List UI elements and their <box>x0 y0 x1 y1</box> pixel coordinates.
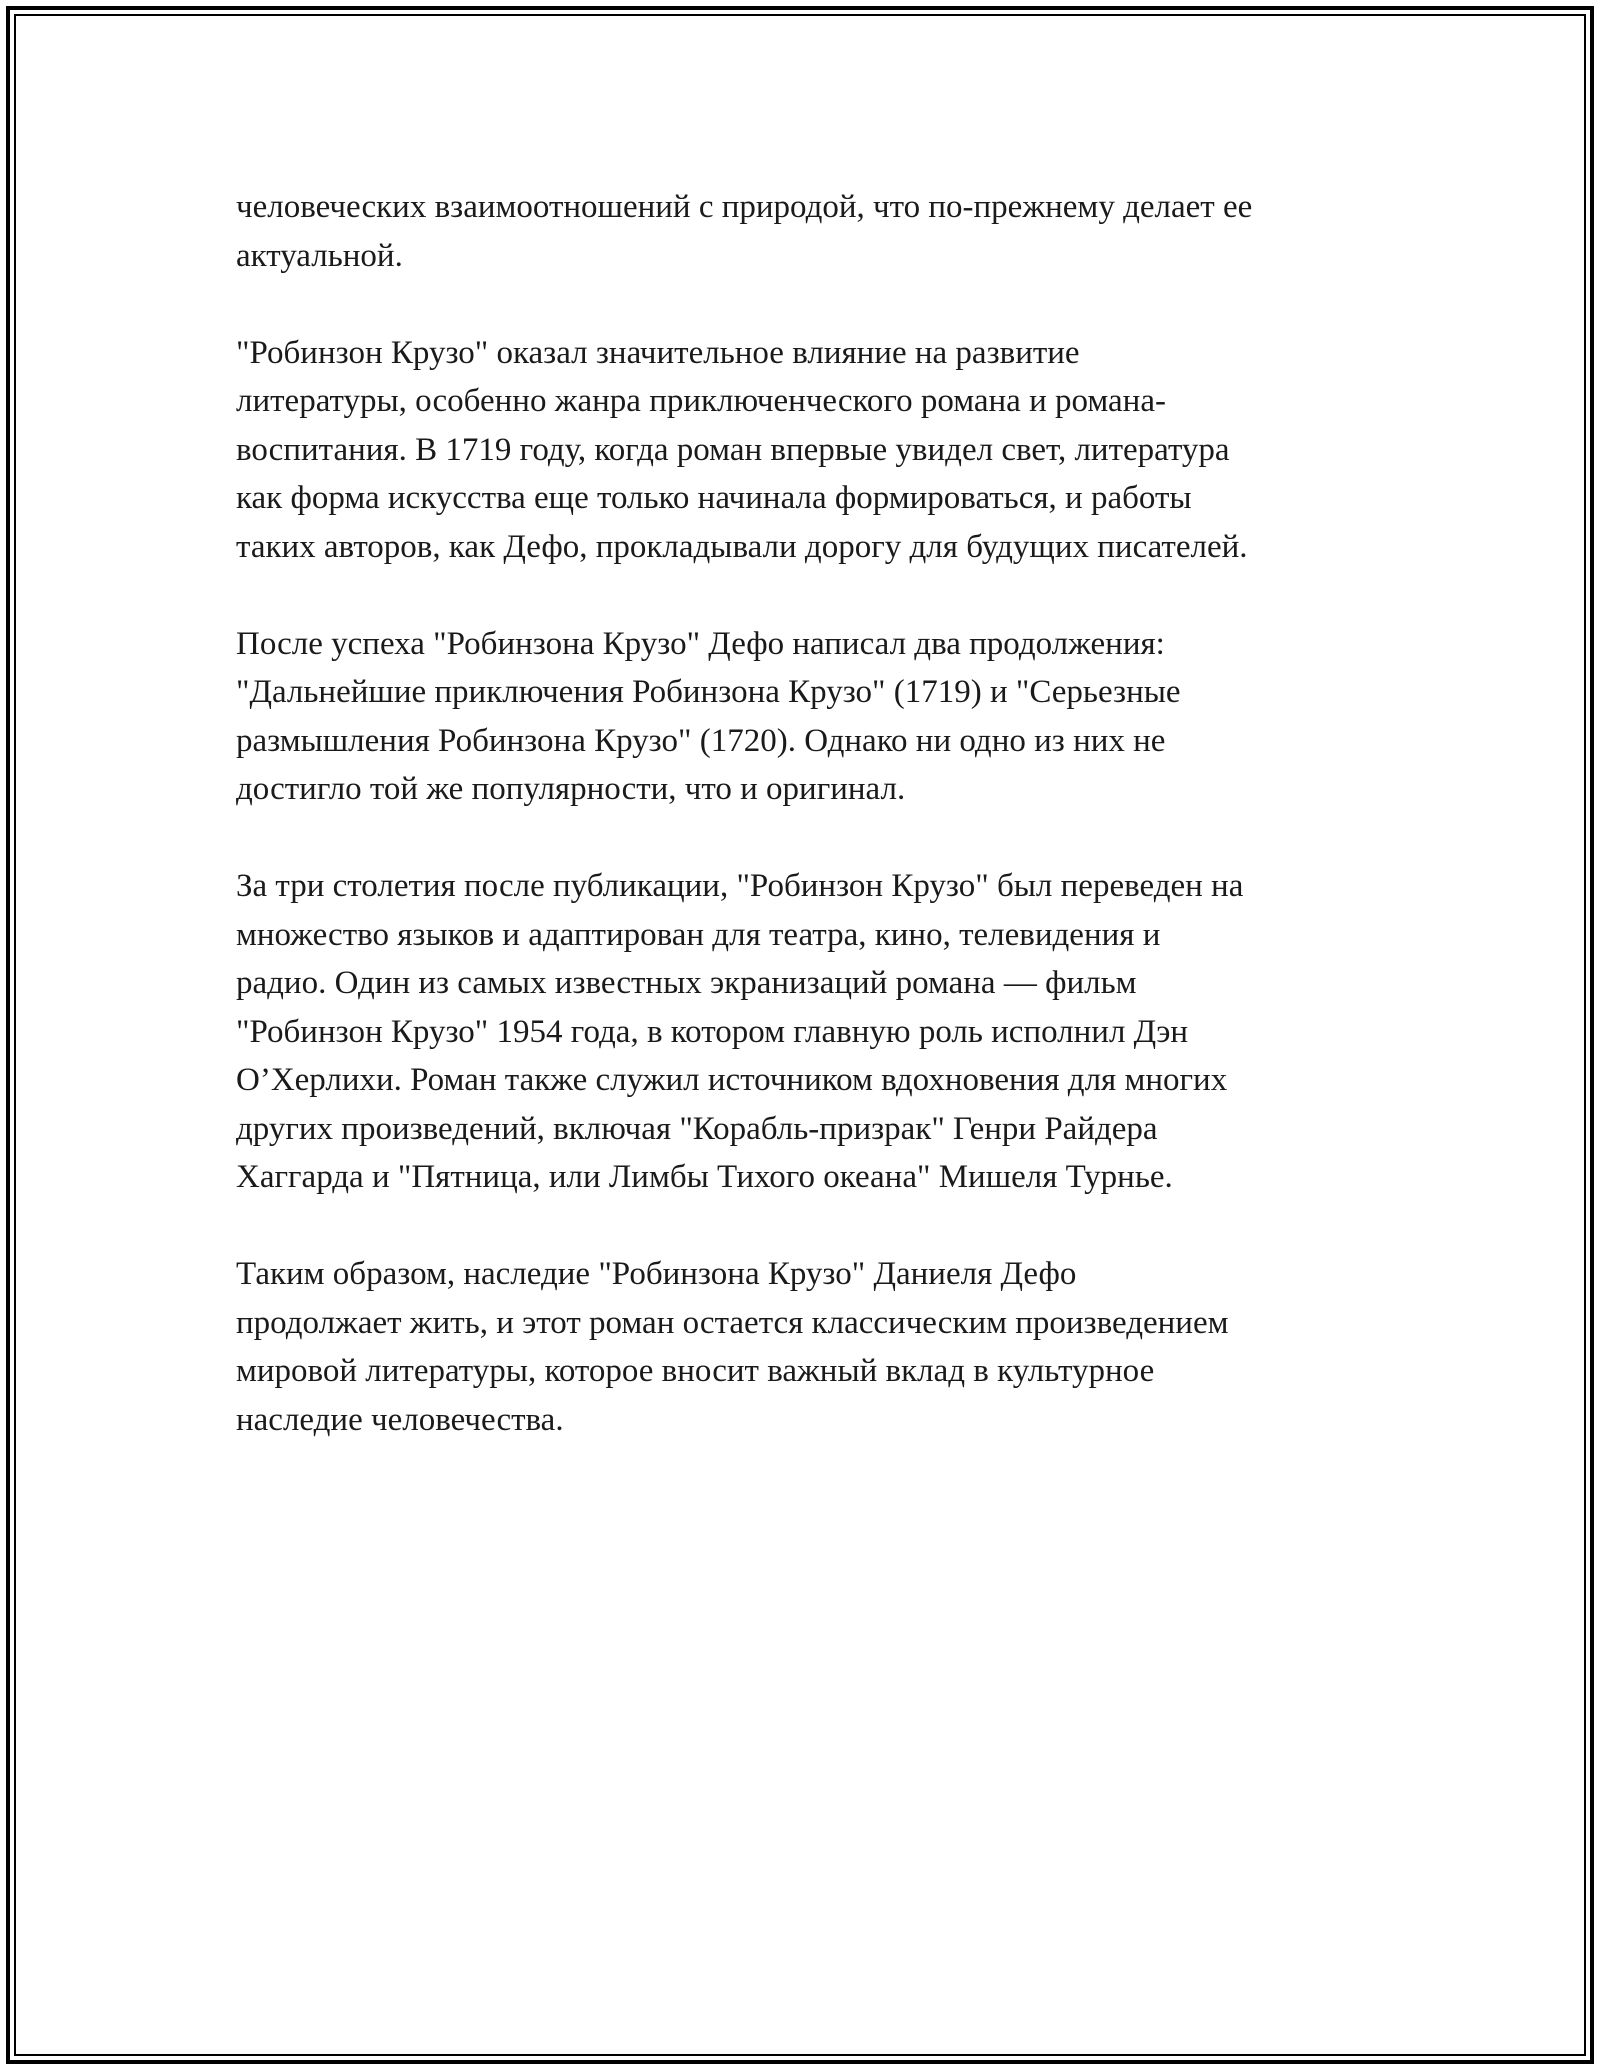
text-line: "Робинзон Крузо" 1954 года, в котором главную роль исполнил Дэн <box>236 1013 1189 1050</box>
text-line: как форма искусства еще только начинала формироваться, и работы <box>236 480 1192 516</box>
text-line: множество языков и адаптирован для театра, кино, телевидения и <box>236 916 1161 953</box>
text-line: После успеха "Робинзона Крузо" Дефо написал два продолжения: <box>236 625 1165 662</box>
paragraph <box>236 329 1376 572</box>
document-body <box>236 183 1376 1444</box>
text-line: достигло той же популярности, что и оригинал. <box>236 771 906 807</box>
text-line: других произведений, включая "Корабль-призрак" Генри Райдера <box>236 1110 1158 1147</box>
text-line: Таким образом, наследие "Робинзона Крузо" Даниеля Дефо <box>236 1256 1077 1292</box>
text-line: человеческих взаимоотношений с природой, что по-прежнему делает ее <box>236 189 1253 225</box>
text-line: За три столетия после публикации, "Робинзон Крузо" был переведен на <box>236 868 1244 904</box>
text-line: О’Херлихи. Роман также служил источником вдохновения для многих <box>236 1062 1228 1098</box>
paragraph <box>236 1250 1376 1444</box>
text-line: таких авторов, как Дефо, прокладывали дорогу для будущих писателей. <box>236 528 1248 565</box>
text-line: радио. Один из самых известных экранизаций романа — фильм <box>236 965 1137 1001</box>
paragraph <box>236 183 1376 280</box>
text-line: "Робинзон Крузо" оказал значительное влияние на развитие <box>236 334 1080 371</box>
text-line: размышления Робинзона Крузо" (1720). Однако ни одно из них не <box>236 722 1166 759</box>
text-line: литературы, особенно жанра приключенческого романа и романа- <box>236 383 1166 419</box>
text-line: "Дальнейшие приключения Робинзона Крузо" (1719) и "Серьезные <box>236 674 1181 710</box>
paragraph <box>236 620 1376 814</box>
text-line: Хаггарда и "Пятница, или Лимбы Тихого океана" Мишеля Турнье. <box>236 1159 1173 1195</box>
text-line: продолжает жить, и этот роман остается классическим произведением <box>236 1304 1229 1341</box>
text-line: актуальной. <box>236 237 403 274</box>
paragraph <box>236 862 1376 1202</box>
text-line: наследие человечества. <box>236 1401 564 1438</box>
text-line: мировой литературы, которое вносит важный вклад в культурное <box>236 1353 1155 1389</box>
text-line: воспитания. В 1719 году, когда роман впервые увидел свет, литература <box>236 431 1230 468</box>
